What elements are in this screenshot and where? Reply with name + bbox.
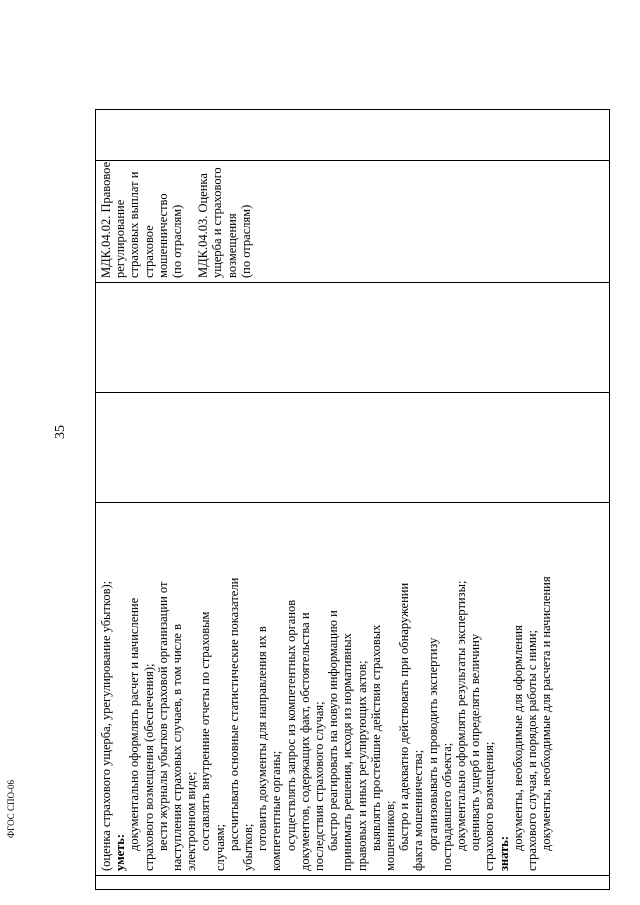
text-line: факта мошенничества; <box>411 749 426 871</box>
competencies-text <box>99 507 554 871</box>
section-heading: знать: <box>496 835 511 871</box>
text-line: вести журналы убытков страховой организации от <box>155 581 170 851</box>
mdk-item <box>196 165 253 278</box>
mdk-line: регулирование <box>113 199 128 278</box>
text-line: выявлять простейшие действия страховых <box>368 624 383 851</box>
mdk-line: страховых выплат и <box>127 171 142 278</box>
text-line: документы, необходимые для оформления <box>510 625 525 851</box>
text-line: документов, содержащих факт, обстоятельства и <box>297 612 312 871</box>
mdk-line: (по отраслям) <box>170 204 185 278</box>
text-line: рассчитывать основные статистические показатели <box>226 577 241 851</box>
mdk-item <box>99 161 185 278</box>
text-line: составлять внутренние отчеты по страховым <box>198 611 213 851</box>
text-line: страхового возмещения; <box>482 741 497 871</box>
page-number: 35 <box>53 425 68 439</box>
footer-standard-code: ФГОС СПО-06 <box>6 780 16 838</box>
text-line: последствия страхового случая; <box>312 701 327 871</box>
text-line: принимать решения, исходя из нормативных <box>340 633 355 871</box>
text-line: оценивать ущерб и определять величину <box>468 633 483 851</box>
text-line: электронном виде; <box>184 771 199 871</box>
text-line: наступления страховых случаев, в том числе в <box>170 623 185 871</box>
text-line: документально оформлять расчет и начисление <box>127 597 142 851</box>
index-cell <box>96 876 610 890</box>
text-line: готовить документы для направления их в <box>255 626 270 851</box>
hours-max-cell <box>96 393 610 503</box>
rotated-table-wrapper <box>95 110 610 890</box>
mdk-line: МДК.04.03. Оценка <box>196 173 211 278</box>
text-line: компетентные органы; <box>269 750 284 871</box>
text-line: случаям; <box>212 823 227 871</box>
mdk-line: ущерба и страхового <box>210 167 225 278</box>
text-line: страхового возмещения (обеспечения); <box>141 663 156 871</box>
text-line: документально оформлять результаты экспертизы; <box>454 580 469 851</box>
hours-class-cell <box>96 283 610 393</box>
text-line: документы, необходимые для расчета и начисления <box>539 576 554 851</box>
text-line: (оценка страхового ущерба, урегулирование убытков); <box>99 580 113 871</box>
text-line: убытков; <box>241 823 256 871</box>
mdk-line: возмещения <box>224 213 239 278</box>
text-line: быстро реагировать на новую информацию и <box>326 610 341 851</box>
mdk-line: (по отраслям) <box>238 204 253 278</box>
text-line: страхового случая, и порядок работы с ними; <box>525 629 540 871</box>
section-heading: уметь: <box>113 833 128 871</box>
mdk-list <box>99 161 253 278</box>
text-line: быстро и адекватно действовать при обнаружении <box>397 582 412 851</box>
text-line: правовых и иных регулирующих актов; <box>354 660 369 871</box>
table-row <box>96 110 610 890</box>
text-line: мошенников; <box>383 800 398 871</box>
mdk-line: мошенничество <box>155 193 170 278</box>
text-line: организовывать и проводить экспертизу <box>425 637 440 851</box>
competencies-cell <box>96 503 610 876</box>
text-line: пострадавшего объекта; <box>439 742 454 871</box>
text-line: осуществлять запрос из компетентных органов <box>283 599 298 851</box>
curriculum-table <box>95 109 610 890</box>
mdk-line: страховое <box>141 225 156 278</box>
mdk-cell <box>96 161 610 283</box>
competency-codes-cell <box>96 110 610 161</box>
mdk-line: МДК.04.02. Правовое <box>99 161 113 278</box>
